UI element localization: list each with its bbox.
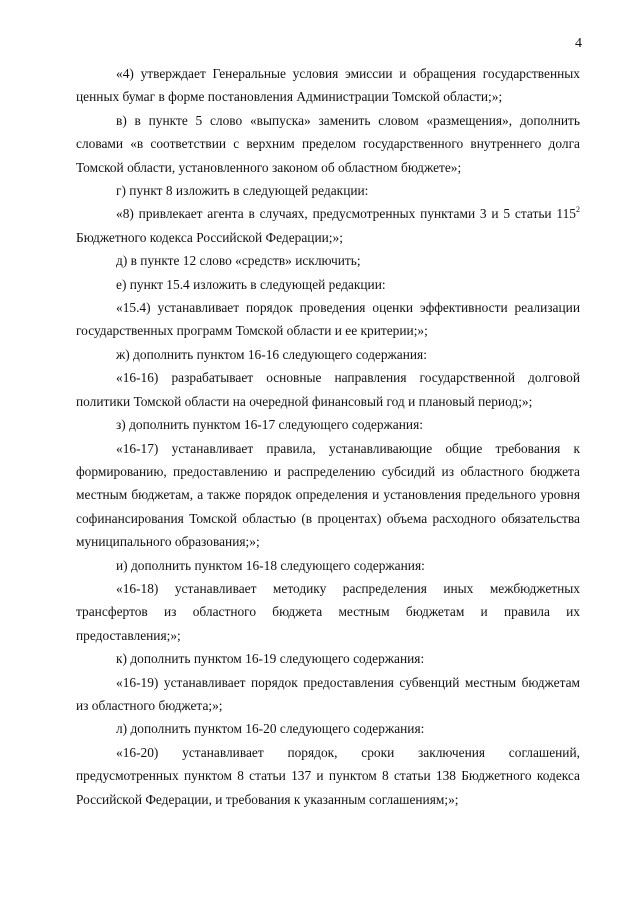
paragraph-amendment-i: и) дополнить пунктом 16-18 следующего содержания: [116,557,425,573]
page-number: 4 [575,36,582,51]
paragraph-item-16-20-statement: «16-20) устанавливает порядок, сроки заключения соглашений, предусмотренных пунктом 8 статьи 137 и пунктом 8 статьи 138 Бюджетного кодекса Российской Федерации, и требования к указанным соглашениям;»; [76,744,580,807]
article-superscript: 2 [576,205,580,215]
paragraph-amendment-d: д) в пункте 12 слово «средств» исключить; [116,253,361,269]
paragraph-item-16-16-statement: «16-16) разрабатывает основные направления государственной долговой политики Томской области на очередной финансовый год и плановый период;»; [76,370,580,409]
paragraph-item-16-19-statement: «16-19) устанавливает порядок предоставления субвенций местным бюджетам из областного бюджета;»; [76,674,580,713]
paragraph-amendment-e: е) пункт 15.4 изложить в следующей редакции: [116,276,386,292]
paragraph-item-16-18-statement: «16-18) устанавливает методику распределения иных межбюджетных трансфертов из областного бюджета местным бюджетам и правила их предоставления;»; [76,580,580,643]
document-body [76,62,580,811]
paragraph-amendment-l: л) дополнить пунктом 16-20 следующего содержания: [116,721,425,737]
paragraph-item-4-statement: «4) утверждает Генеральные условия эмиссии и обращения государственных ценных бумаг в форме постановления Администрации Томской области;»; [76,66,580,105]
paragraph-item-8-text-after: Бюджетного кодекса Российской Федерации;»; [76,229,343,245]
paragraph-amendment-k: к) дополнить пунктом 16-19 следующего содержания: [116,651,425,667]
paragraph-amendment-zh: ж) дополнить пунктом 16-16 следующего содержания: [116,346,427,362]
paragraph-amendment-z: з) дополнить пунктом 16-17 следующего содержания: [116,417,423,433]
paragraph-item-8-text-before: «8) привлекает агента в случаях, предусмотренных пунктами 3 и 5 статьи 115 [116,206,576,222]
paragraph-item-8-statement [76,202,580,249]
paragraph-item-15-4-statement: «15.4) устанавливает порядок проведения оценки эффективности реализации государственных программ Томской области и ее критерии;»; [76,300,580,339]
paragraph-amendment-v: в) в пункте 5 слово «выпуска» заменить словом «размещения», дополнить словами «в соответствии с верхним пределом государственного внутреннего долга Томской области, установленного законом об областном бюджете»; [76,112,580,175]
paragraph-item-16-17-statement: «16-17) устанавливает правила, устанавливающие общие требования к формированию, предоставлению и распределению субсидий из областного бюджета местным бюджетам, а также порядок определения и установления предельного уровня софинансирования Томской областью (в процентах) объема расходного обязательства муниципального образования;»; [76,440,580,550]
paragraph-amendment-g: г) пункт 8 изложить в следующей редакции: [116,183,369,199]
